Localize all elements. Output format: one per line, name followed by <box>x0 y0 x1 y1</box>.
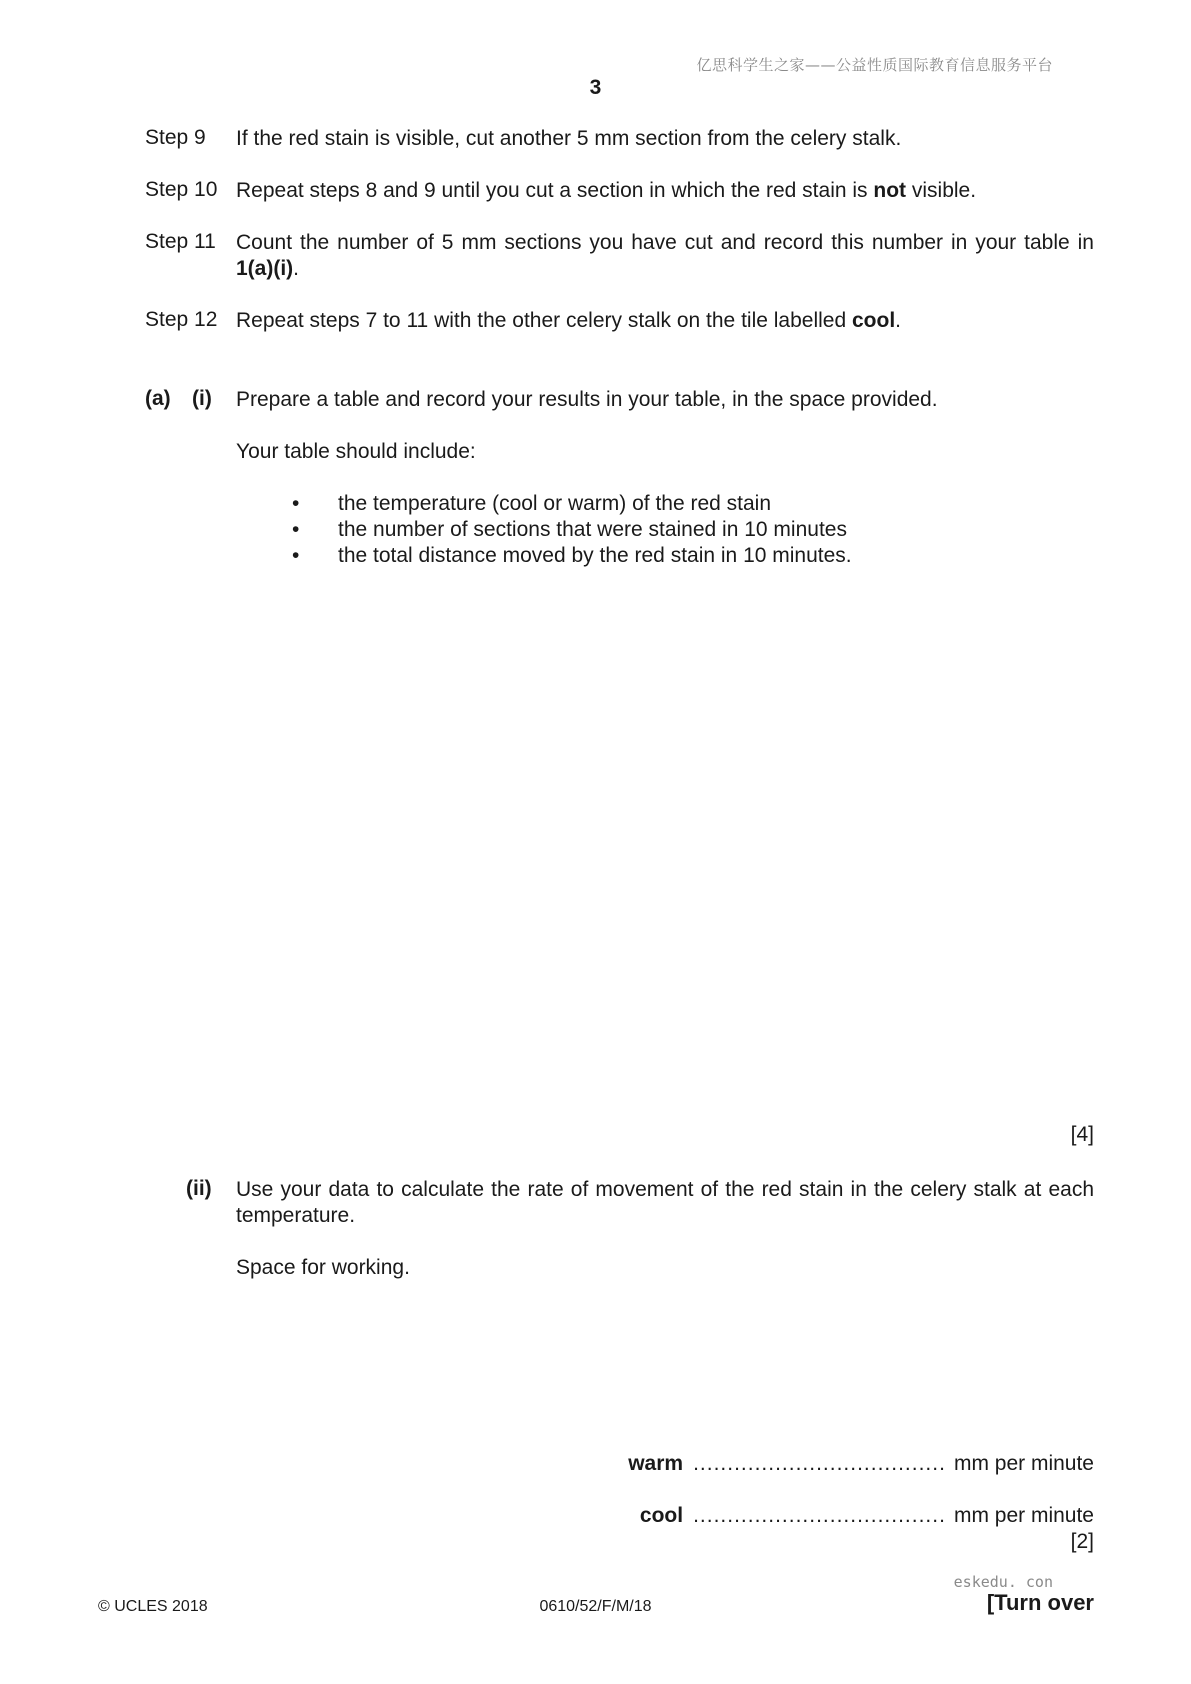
step-10-label: Step 10 <box>145 178 218 201</box>
step-12-text-before: Repeat steps 7 to 11 with the other celery stalk on the tile labelled <box>236 309 852 332</box>
marks-a-i: [4] <box>1070 1123 1094 1146</box>
step-10-text-bold: not <box>873 179 907 202</box>
bullet-2-text: the number of sections that were stained in 10 minutes <box>338 518 847 541</box>
step-12-text <box>236 308 1094 334</box>
answer-warm-line[interactable]: ..................................... <box>693 1452 946 1475</box>
table-include-intro: Your table should include: <box>236 440 476 463</box>
bullet-1-symbol: • <box>292 492 300 515</box>
step-11-label: Step 11 <box>145 230 216 253</box>
step-9-label: Step 9 <box>145 126 206 149</box>
answer-warm-unit: mm per minute <box>953 1452 1094 1475</box>
answer-cool <box>640 1504 1094 1528</box>
answer-cool-label: cool <box>639 1504 684 1527</box>
answer-cool-line[interactable]: ..................................... <box>693 1504 946 1527</box>
answer-warm <box>628 1452 1094 1476</box>
step-12-text-after: . <box>895 309 901 332</box>
footer-paper-code: 0610/52/F/M/18 <box>539 1598 652 1615</box>
bullet-1-text: the temperature (cool or warm) of the red stain <box>338 492 772 515</box>
question-a-label: (a) <box>145 387 171 410</box>
question-a-ii-instruction: Use your data to calculate the rate of movement of the red stain in the celery stalk at each temperature. <box>236 1178 1094 1227</box>
turn-over-label: [Turn over <box>986 1590 1094 1615</box>
step-10-text <box>236 178 1094 204</box>
step-11-text-before: Count the number of 5 mm sections you have cut and record this number in your table in <box>236 231 1094 254</box>
header-watermark: 亿思科学生之家——公益性质国际教育信息服务平台 <box>696 56 1053 74</box>
bullet-3-symbol: • <box>292 544 300 567</box>
step-11-text <box>236 230 1094 282</box>
question-a-i-label: (i) <box>192 387 212 410</box>
step-10-text-before: Repeat steps 8 and 9 until you cut a section in which the red stain is <box>236 179 874 202</box>
bullet-3-text: the total distance moved by the red stain in 10 minutes. <box>338 544 852 567</box>
footer-copyright: © UCLES 2018 <box>98 1598 208 1615</box>
question-a-i-instruction: Prepare a table and record your results in your table, in the space provided. <box>236 388 938 411</box>
step-11-text-after: . <box>293 257 300 280</box>
page-number: 3 <box>589 76 602 99</box>
step-12-text-bold: cool <box>851 309 896 332</box>
footer-watermark: eskedu. con <box>953 1573 1053 1591</box>
answer-warm-label: warm <box>628 1452 684 1475</box>
step-12-label: Step 12 <box>145 308 218 331</box>
step-10-text-after: visible. <box>906 179 977 202</box>
question-a-ii-label: (ii) <box>186 1177 212 1200</box>
step-11-text-bold: 1(a)(i) <box>236 257 294 280</box>
step-9-text: If the red stain is visible, cut another 5 mm section from the celery stalk. <box>236 127 902 150</box>
bullet-2-symbol: • <box>292 518 300 541</box>
answer-cool-unit: mm per minute <box>953 1504 1094 1527</box>
working-space-label: Space for working. <box>236 1256 410 1279</box>
marks-a-ii: [2] <box>1070 1530 1094 1553</box>
